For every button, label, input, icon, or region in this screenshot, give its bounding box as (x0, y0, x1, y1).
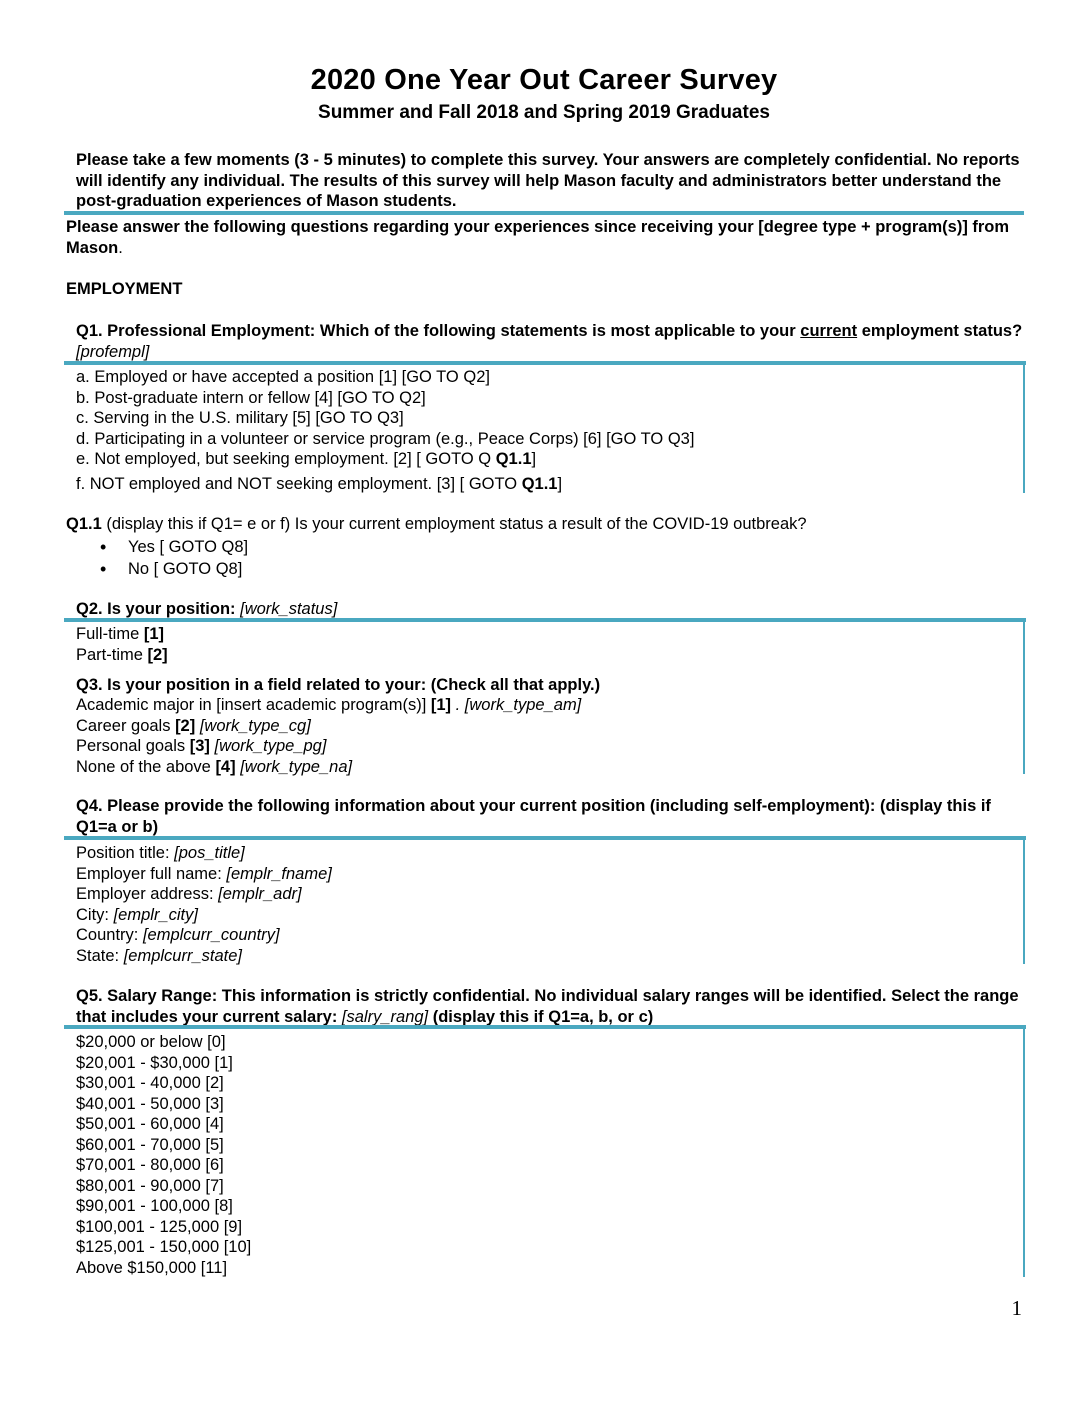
q4-field-employer-address[interactable]: Employer address: [emplr_adr] (76, 885, 302, 903)
q3-option-personal-goals[interactable]: Personal goals [3] [work_type_pg] (76, 737, 327, 755)
q1-options (76, 367, 1016, 494)
q4-fields (76, 843, 332, 966)
intro-paragraph: Please take a few moments (3 - 5 minutes) to complete this survey. Your answers are completely confidential. No reports will identify any individual. The results of this survey will help Mason faculty and administrators better understand the post-graduation experiences of Mason students. (76, 151, 1020, 210)
q1-option-f[interactable]: f. NOT employed and NOT seeking employment. [3] [ GOTO Q1.1] (76, 474, 563, 493)
q2-option-part-time[interactable]: Part-time [2] (76, 645, 168, 664)
q4-field-employer-name[interactable]: Employer full name: [emplr_fname] (76, 864, 332, 883)
q5-option[interactable]: $60,001 - 70,000 [5] (76, 1135, 224, 1154)
q3-option-academic-major[interactable]: Academic major in [insert academic program(s)] [1] . [work_type_am] (76, 696, 582, 714)
q5-option[interactable]: $50,001 - 60,000 [4] (76, 1115, 224, 1133)
q1-box-edge (1023, 365, 1025, 493)
q2-box-edge (1023, 622, 1025, 774)
q2-options (76, 624, 168, 665)
intro-divider (64, 211, 1024, 215)
q5-option[interactable]: $20,000 or below [0] (76, 1033, 226, 1051)
q5-option[interactable]: $125,001 - 150,000 [10] (76, 1238, 252, 1256)
q1-1-option-no[interactable]: • No [ GOTO Q8] (98, 558, 248, 580)
q1-option-a[interactable]: a. Employed or have accepted a position [1] [GO TO Q2] (76, 368, 490, 386)
q1-1-option-yes[interactable]: • Yes [ GOTO Q8] (98, 536, 248, 558)
instruction-text: Please answer the following questions regarding your experiences since receiving your [degree type + program(s)] from Mason. (66, 218, 1010, 257)
document-subtitle: Summer and Fall 2018 and Spring 2019 Graduates (318, 102, 770, 123)
q5-option[interactable]: $100,001 - 125,000 [9] (76, 1217, 243, 1236)
q3-options (76, 695, 581, 777)
q4-divider (64, 836, 1026, 840)
q5-option[interactable]: Above $150,000 [11] (76, 1258, 228, 1277)
q3-option-career-goals[interactable]: Career goals [2] [work_type_cg] (76, 716, 311, 735)
q1-option-c[interactable]: c. Serving in the U.S. military [5] [GO TO Q3] (76, 409, 404, 427)
section-heading-employment: EMPLOYMENT (66, 280, 183, 298)
q5-question: Q5. Salary Range: This information is strictly confidential. No individual salary ranges will be identified. Select the range that includes your current salary: [salry_rang] (display this if Q1=a, b, or c) (76, 987, 1019, 1026)
q2-divider (64, 618, 1026, 622)
q1-divider (64, 361, 1026, 365)
q1-1-options (98, 536, 248, 580)
q5-box-edge (1023, 1029, 1025, 1277)
q4-box-edge (1023, 840, 1025, 964)
q5-option[interactable]: $80,001 - 90,000 [7] (76, 1176, 224, 1195)
q1-option-d[interactable]: d. Participating in a volunteer or service program (e.g., Peace Corps) [6] [GO TO Q3] (76, 429, 695, 448)
q5-divider (64, 1025, 1026, 1029)
q1-option-b[interactable]: b. Post-graduate intern or fellow [4] [GO TO Q2] (76, 388, 426, 407)
q5-option[interactable]: $70,001 - 80,000 [6] (76, 1156, 224, 1174)
q5-option[interactable]: $40,001 - 50,000 [3] (76, 1094, 224, 1113)
q3-question: Q3. Is your position in a field related to your: (Check all that apply.) (76, 676, 601, 694)
page-number: 1 (1011, 1296, 1022, 1320)
q3-option-none[interactable]: None of the above [4] [work_type_na] (76, 757, 353, 776)
q5-option[interactable]: $90,001 - 100,000 [8] (76, 1197, 233, 1215)
q2-option-full-time[interactable]: Full-time [1] (76, 625, 165, 643)
q1-option-e[interactable]: e. Not employed, but seeking employment. [2] [ GOTO Q Q1.1] (76, 450, 537, 468)
document-title: 2020 One Year Out Career Survey (310, 64, 778, 96)
q4-field-country[interactable]: Country: [emplcurr_country] (76, 926, 280, 944)
q4-field-city[interactable]: City: [emplr_city] (76, 905, 198, 924)
q2-question: Q2. Is your position: [work_status] (76, 600, 338, 618)
q4-field-state[interactable]: State: [emplcurr_state] (76, 946, 242, 965)
q5-option[interactable]: $30,001 - 40,000 [2] (76, 1074, 224, 1092)
q5-option[interactable]: $20,001 - $30,000 [1] (76, 1053, 233, 1072)
q1-1-question: Q1.1 (display this if Q1= e or f) Is your current employment status a result of the COVID-19 outbreak? (66, 515, 807, 533)
q4-field-position-title[interactable]: Position title: [pos_title] (76, 844, 245, 862)
q4-question: Q4. Please provide the following information about your current position (including self-employment): (display this if Q1=a or b) (76, 797, 991, 836)
q1-question: Q1. Professional Employment: Which of the following statements is most applicable to your current employment status? [profempl] (76, 322, 1023, 361)
q5-options (76, 1032, 251, 1278)
